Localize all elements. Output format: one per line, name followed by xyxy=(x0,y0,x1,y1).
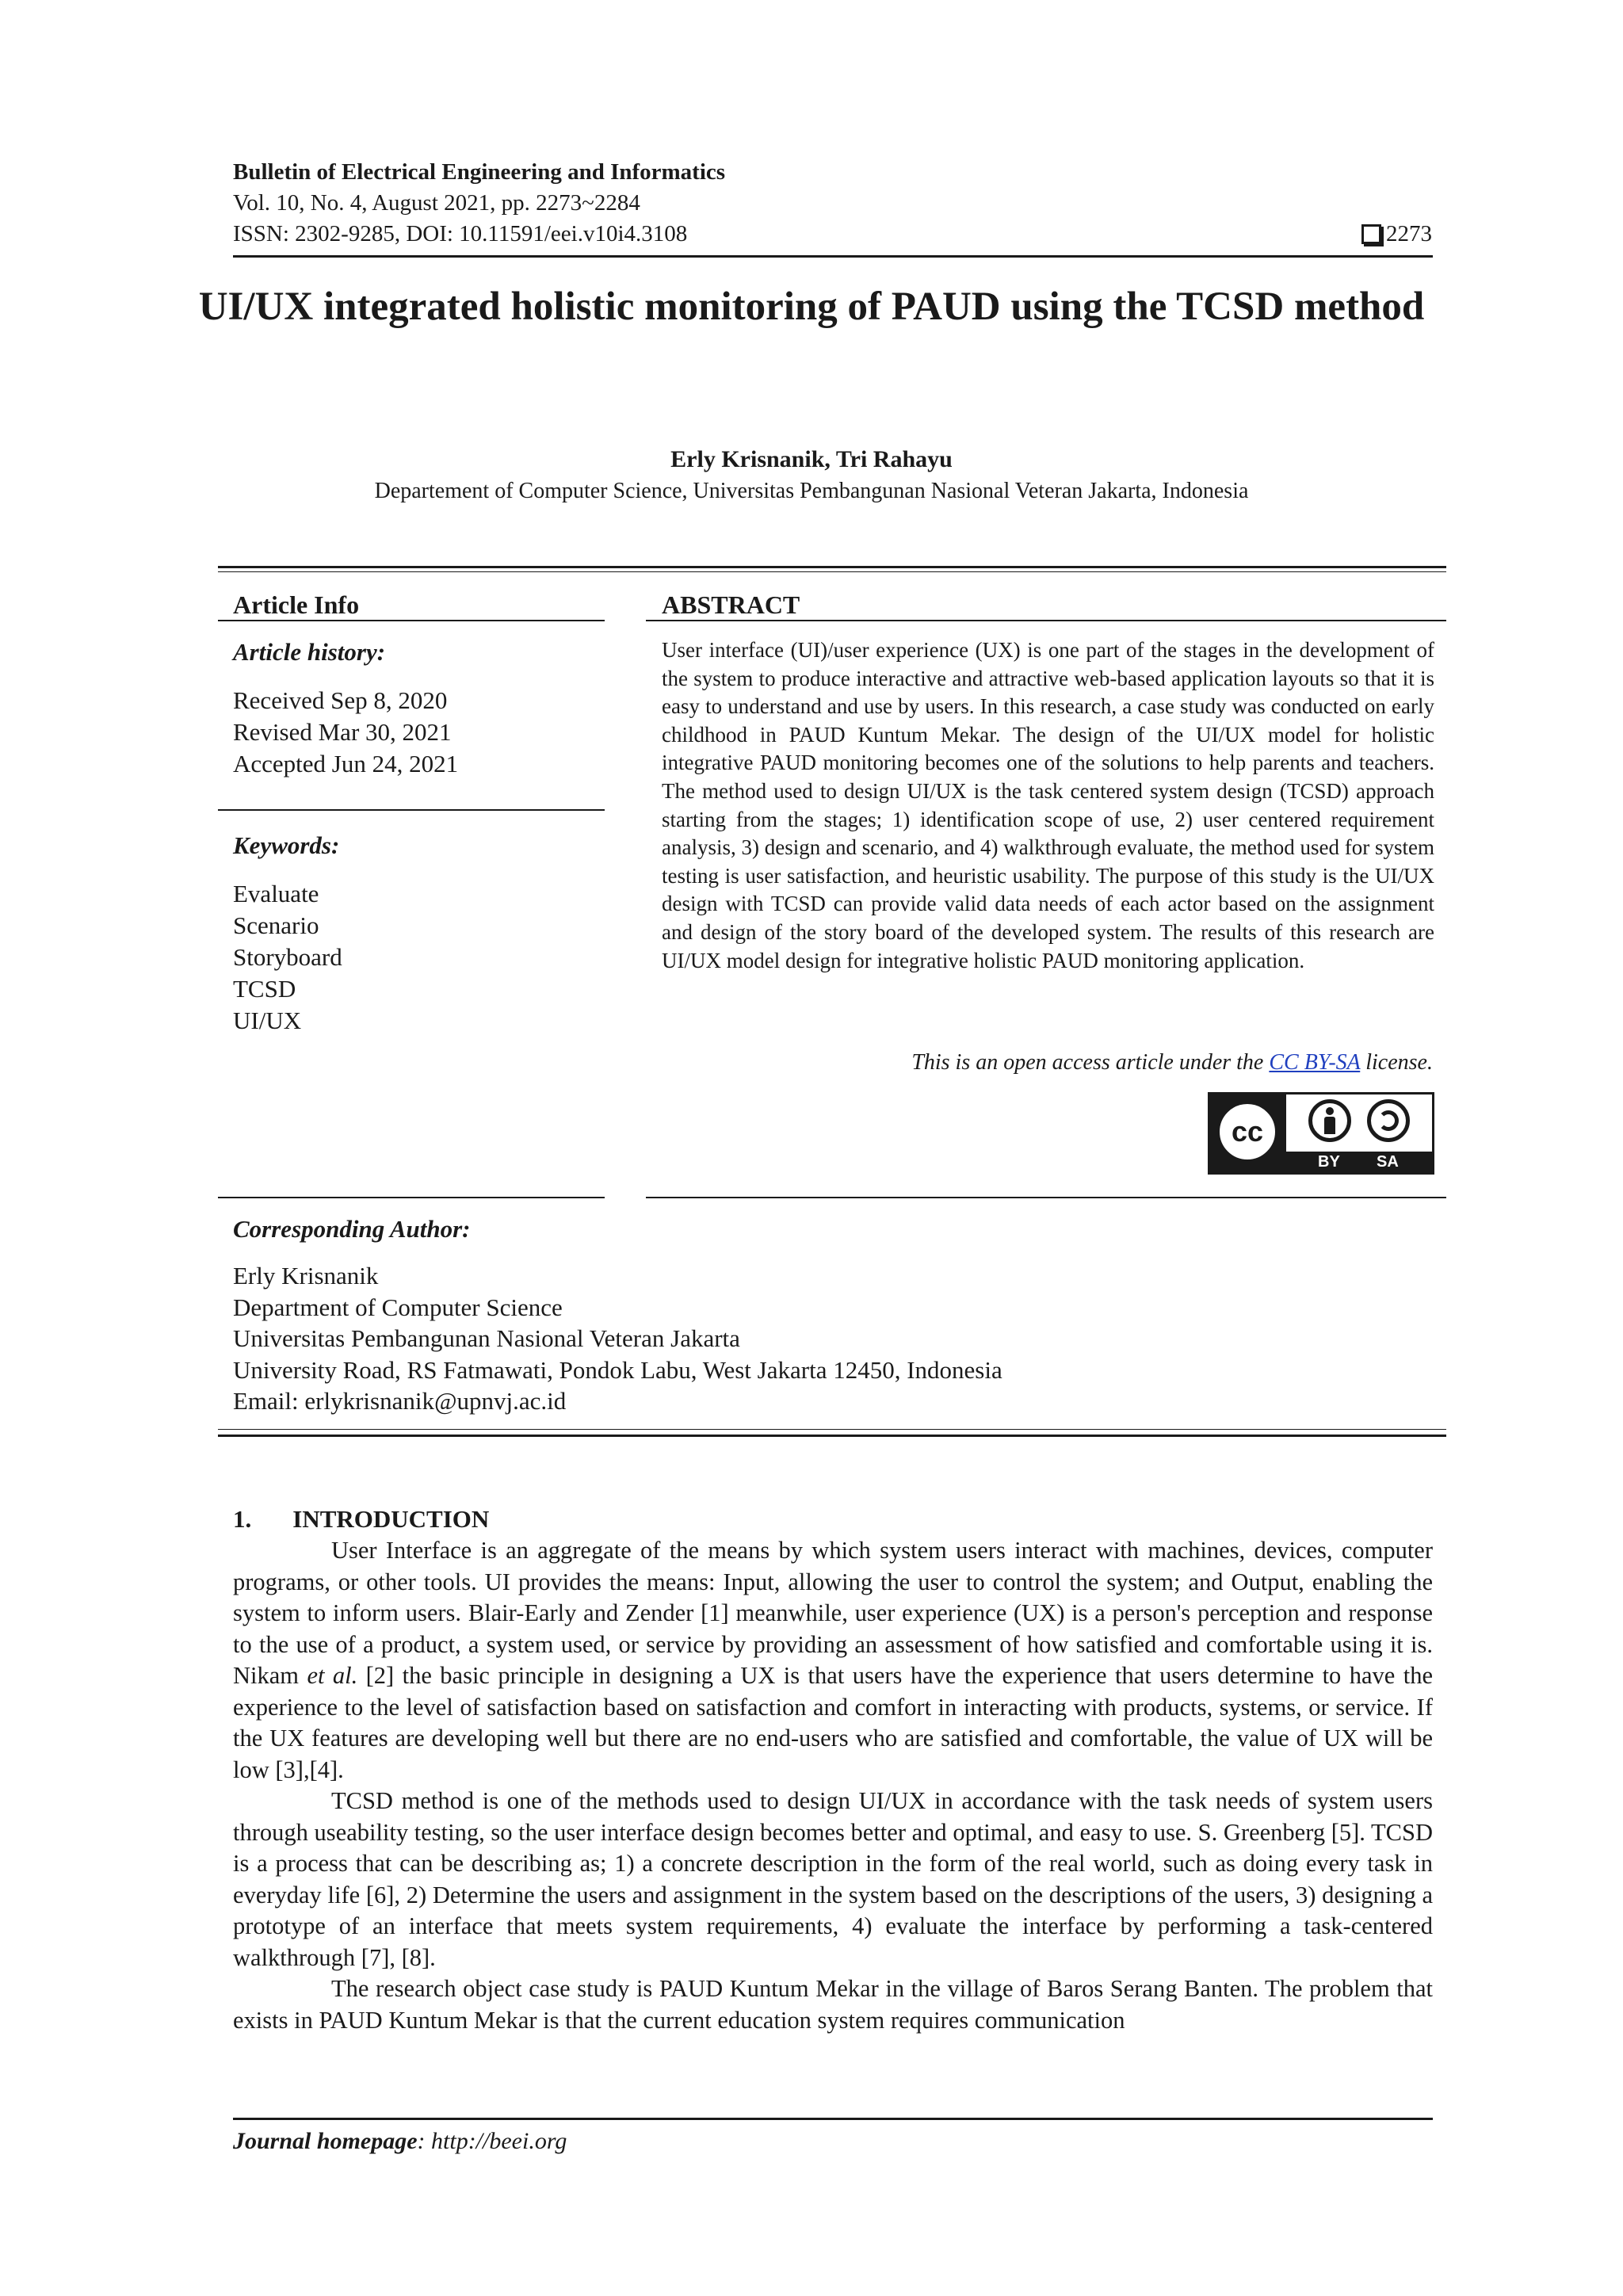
cc-by-sa-link[interactable]: CC BY-SA xyxy=(1269,1050,1361,1075)
badge-by-label: BY xyxy=(1318,1153,1340,1171)
page-number-text: 2273 xyxy=(1386,221,1432,246)
article-info-heading: Article Info xyxy=(233,590,360,619)
page-number xyxy=(1361,219,1432,250)
issn-doi: ISSN: 2302-9285, DOI: 10.11591/eei.v10i4.3108 xyxy=(233,221,688,246)
paper-title: UI/UX integrated holistic monitoring of PAUD using the TCSD method xyxy=(198,285,1425,329)
info-box-bottom-rule-thin xyxy=(218,1429,1446,1430)
authors: Erly Krisnanik, Tri Rahayu xyxy=(670,446,953,472)
keyword: Scenario xyxy=(233,911,319,939)
corr-email: Email: erlykrisnanik@upnvj.ac.id xyxy=(233,1387,567,1415)
journal-header xyxy=(233,157,725,250)
info-box-top-rule-thin xyxy=(218,571,1446,572)
intro-paragraph-3: The research object case study is PAUD Kuntum Mekar in the village of Baros Serang Banten. The problem that exists in PAUD Kuntum Mekar is that the current education system requires communication xyxy=(233,1975,1433,2034)
intro-paragraph-1: User Interface is an aggregate of the means by which system users interact with machines, devices, computer programs, or other tools. UI provides the means: Input, allowing the user to control the system; and Output, enabling the system to inform users. Blair-Early and Zender [1] meanwhile, user experience (UX) is a person's perception and response to the use of a product, a system used, or service by providing an assessment of how satisfied and comfortable using it is. Nikam et al. [2] the basic principle in designing a UX is that users have the experience that users determine to have the experience to the level of satisfaction based on satisfaction and comfort in interacting with products, systems, or service. If the UX features are developing well but there are no end-users who are satisfied and comfortable, the value of UX will be low [3],[4]. xyxy=(233,1537,1433,1783)
section-heading-introduction: 1. INTRODUCTION xyxy=(233,1505,490,1533)
history-accepted: Accepted Jun 24, 2021 xyxy=(233,750,459,777)
corr-univ: Universitas Pembangunan Nasional Veteran Jakarta xyxy=(233,1324,740,1352)
badge-sa-label: SA xyxy=(1377,1153,1399,1171)
volume-info: Vol. 10, No. 4, August 2021, pp. 2273~2284 xyxy=(233,190,640,216)
journal-name: Bulletin of Electrical Engineering and Informatics xyxy=(233,159,726,185)
cc-by-sa-badge xyxy=(1208,1092,1434,1175)
history-revised: Revised Mar 30, 2021 xyxy=(233,718,452,746)
abstract-text: User interface (UI)/user experience (UX) is one part of the stages in the development of the system to produce interactive and attractive web-based application layouts so that it is easy to understand and use by users. In this research, a case study was conducted on early childhood in PAUD Kuntum Mekar. The design of the UI/UX model for holistic integrative PAUD monitoring becomes one of the solutions to help parents and teachers. The method used to design UI/UX is the task centered system design (TCSD) approach starting from the stages; 1) identification scope of use, 2) user centered requirement analysis, 3) design and scenario, and 4) walkthrough evaluate, the method used for system testing is user satisfaction, and heuristic usability. The purpose of this study is the UI/UX design with TCSD can provide valid data needs of each actor based on the assignment and design of the story board of the developed system. The results of this research are UI/UX model design for integrative holistic PAUD monitoring application. xyxy=(662,638,1434,972)
introduction-body xyxy=(233,1535,1433,2036)
keyword: TCSD xyxy=(233,975,296,1003)
attribution-person-icon xyxy=(1308,1099,1351,1142)
journal-homepage: Journal homepage: http://beei.org xyxy=(233,2128,567,2154)
footer-rule xyxy=(233,2118,1433,2120)
square-box-icon xyxy=(1361,224,1381,244)
cc-icon: cc xyxy=(1215,1099,1280,1164)
share-alike-icon xyxy=(1367,1099,1410,1142)
corr-dept: Department of Computer Science xyxy=(233,1293,563,1321)
corresponding-author-label: Corresponding Author: xyxy=(233,1215,471,1243)
info-box-bottom-rule xyxy=(218,1435,1446,1437)
license-statement: This is an open access article under the CC BY-SA license. xyxy=(911,1050,1433,1075)
article-info-rule xyxy=(218,620,605,621)
keywords-label: Keywords: xyxy=(233,831,340,859)
abstract-bottom-rule xyxy=(646,1197,1446,1198)
header-rule xyxy=(233,255,1433,258)
history-rule xyxy=(218,809,605,811)
abstract-rule xyxy=(646,620,1446,621)
keyword: Storyboard xyxy=(233,943,342,971)
history-received: Received Sep 8, 2020 xyxy=(233,686,448,714)
affiliation: Departement of Computer Science, Universitas Pembangunan Nasional Veteran Jakarta, Indonesia xyxy=(374,479,1249,503)
intro-paragraph-2: TCSD method is one of the methods used to design UI/UX in accordance with the task needs of system users through useability testing, so the user interface design becomes better and optimal, and easy to use. S. Greenberg [5]. TCSD is a process that can be describing as; 1) a concrete description in the form of the real world, such as doing every task in everyday life [6], 2) Determine the users and assignment in the system based on the descriptions of the users, 3) designing a prototype of an interface that meets system requirements, 4) evaluate the interface by performing a task-centered walkthrough [7], [8]. xyxy=(233,1787,1433,1971)
keyword: UI/UX xyxy=(233,1007,302,1034)
article-info-bottom-rule xyxy=(218,1197,605,1198)
article-history-list xyxy=(233,685,458,780)
keyword: Evaluate xyxy=(233,880,319,907)
abstract-heading: ABSTRACT xyxy=(662,590,800,619)
corresponding-author-block xyxy=(233,1260,1002,1417)
corr-address: University Road, RS Fatmawati, Pondok Labu, West Jakarta 12450, Indonesia xyxy=(233,1355,1002,1384)
article-history-label: Article history: xyxy=(233,638,386,666)
corr-name: Erly Krisnanik xyxy=(233,1262,379,1289)
info-box-top-rule xyxy=(218,566,1446,568)
keywords-list xyxy=(233,878,342,1037)
